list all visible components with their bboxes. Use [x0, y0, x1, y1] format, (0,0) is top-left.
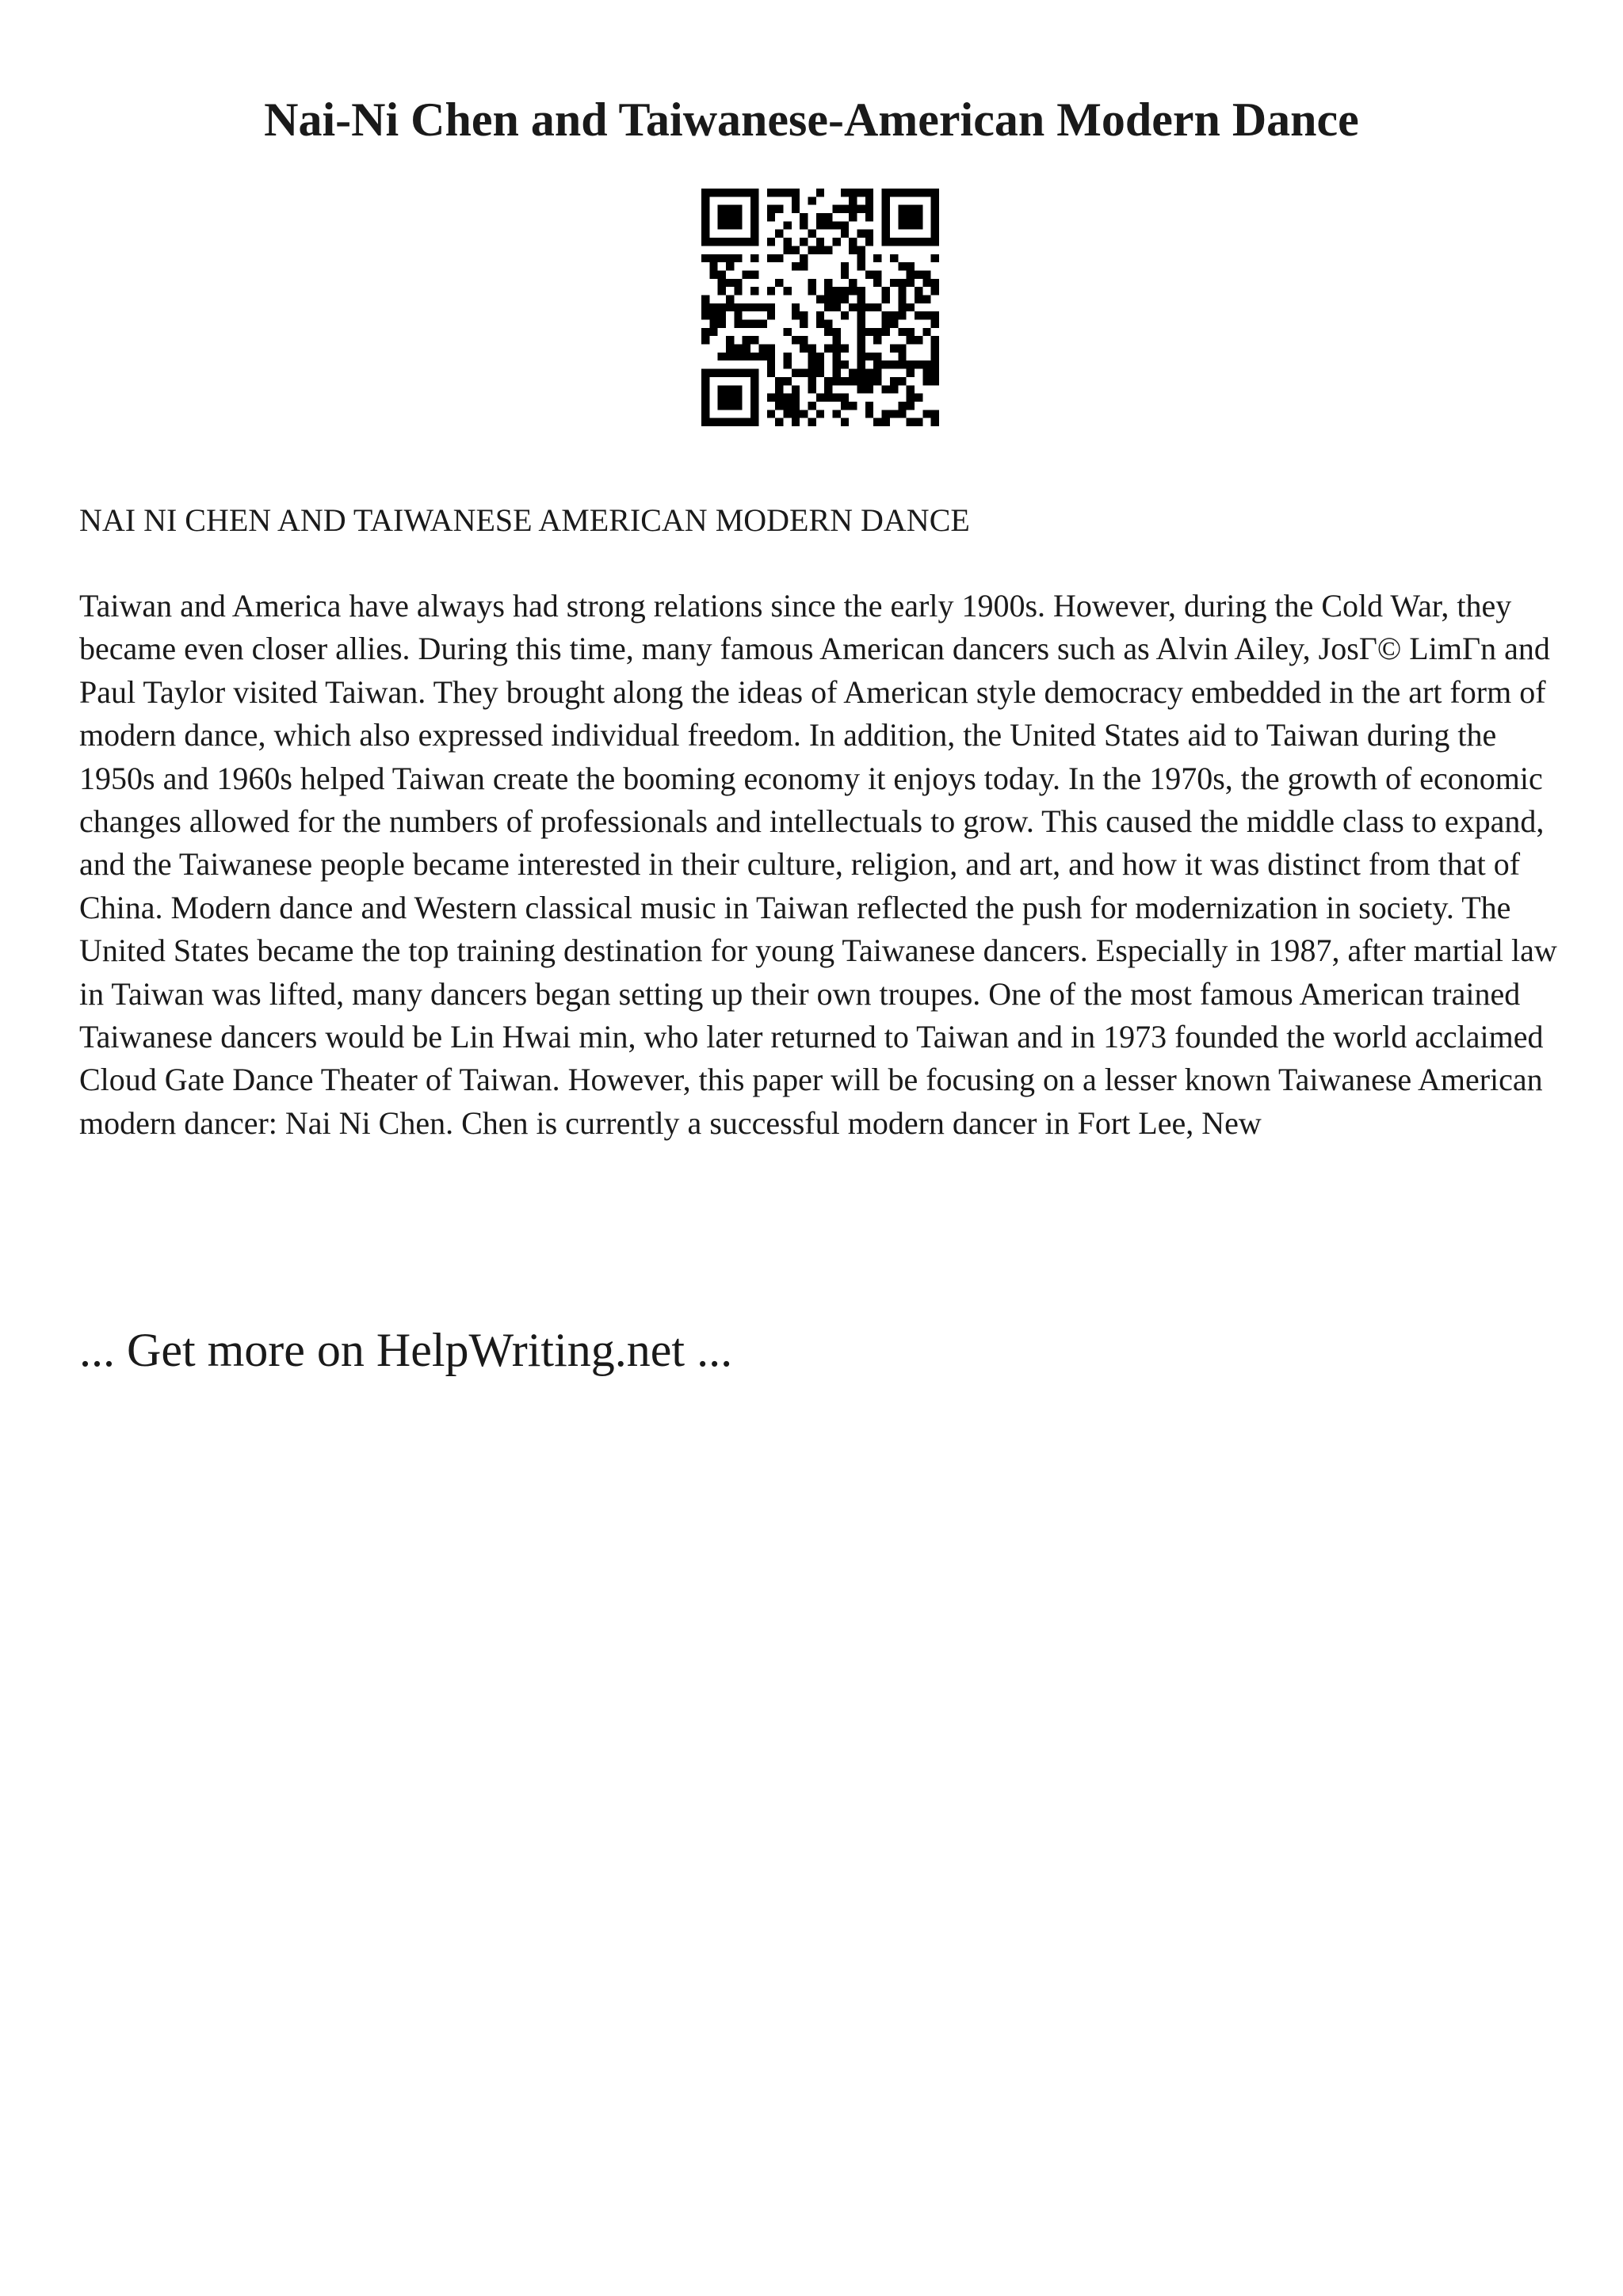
document-body: Taiwan and America have always had strong relations since the early 1900s. However, during the Cold War, they became even closer allies. During this time, many famous American dancers such as Alvin Ailey, JosΓ© LimΓn and Paul Taylor visited Taiwan. They brought along the ideas of American style democracy embedded in the art form of modern dance, which also expressed individual freedom. In addition, the United States aid to Taiwan during the 1950s and 1960s helped Taiwan create the booming economy it enjoys today. In the 1970s, the growth of economic changes allowed for the numbers of professionals and intellectuals to grow. This caused the middle class to expand, and the Taiwanese people became interested in their culture, religion, and art, and how it was distinct from that of China. Modern dance and Western classical music in Taiwan reflected the push for modernization in society. The United States became the top training destination for young Taiwanese dancers. Especially in 1987, after martial law in Taiwan was lifted, many dancers began setting up their own troupes. One of the most famous American trained Taiwanese dancers would be Lin Hwai min, who later returned to Taiwan and in 1973 founded the world acclaimed Cloud Gate Dance Theater of Taiwan. However, this paper will be focusing on a lesser known Taiwanese American modern dancer: Nai Ni Chen. Chen is currently a successful modern dancer in Fort Lee, New [79, 588, 1557, 1141]
get-more-link[interactable]: ... Get more on HelpWriting.net ... [79, 1324, 733, 1376]
document-subtitle: NAI NI CHEN AND TAIWANESE AMERICAN MODERN DANCE [79, 502, 970, 538]
qr-code-icon [701, 189, 939, 426]
page-title: Nai-Ni Chen and Taiwanese-American Modern Dance [264, 93, 1359, 146]
